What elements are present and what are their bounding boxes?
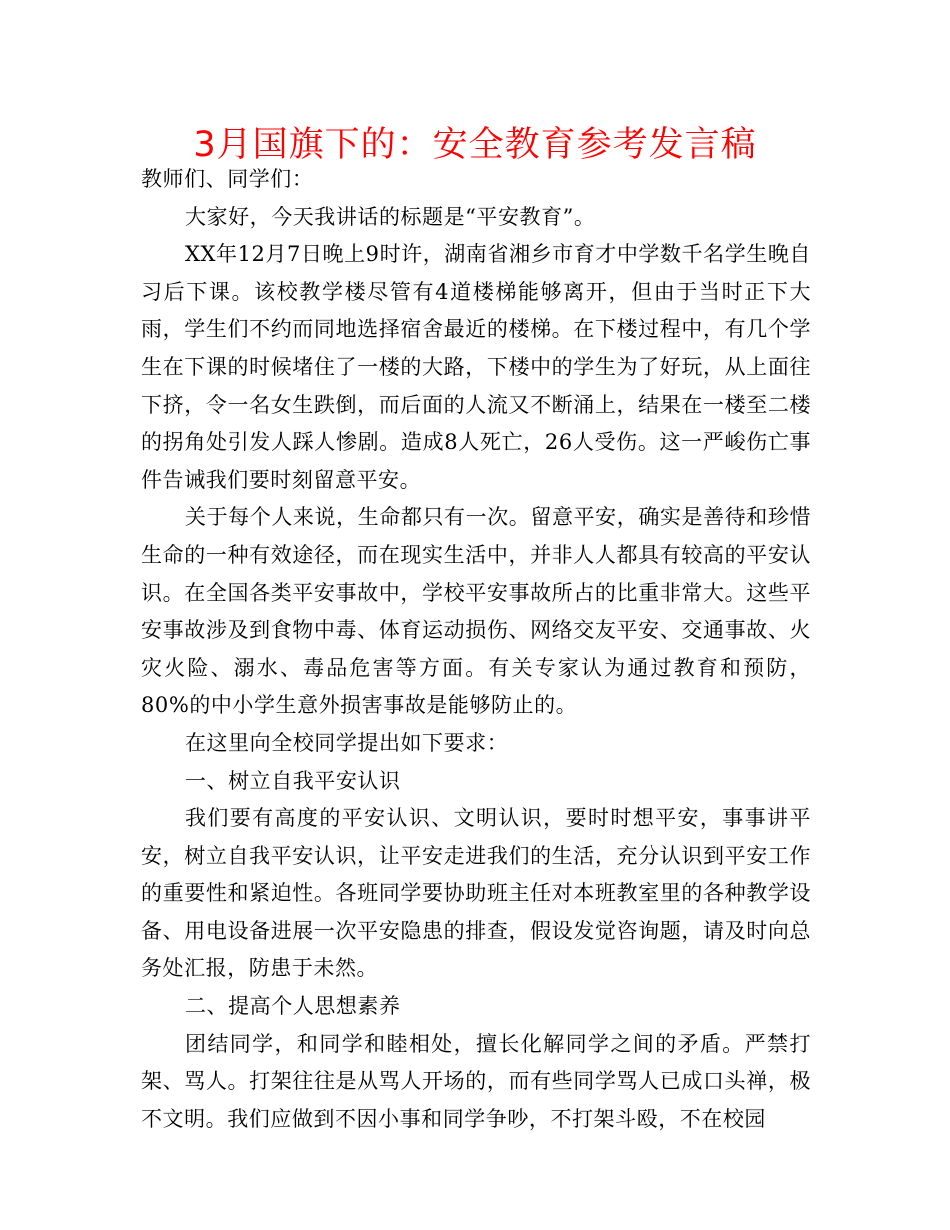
document-body <box>141 161 811 1138</box>
document-title: 3月国旗下的：安全教育参考发言稿 <box>193 125 757 165</box>
salutation: 教师们、同学们： <box>141 167 314 191</box>
section-heading-2: 二、提高个人思想素养 <box>185 994 401 1019</box>
paragraph-requirements-intro: 在这里向全校同学提出如下要求： <box>185 730 509 755</box>
paragraph-importance: 关于每个人来说，生命都只有一次。留意平安，确实是善待和珍惜生命的一种有效途径，而在现实生活中，并非人人都具有较高的平安认识。在全国各类平安事故中，学校平安事故所占的比重非常大。这些平安事故涉及到食物中毒、体育运动损伤、网络交友平安、交通事故、火灾火险、溺水、毒品危害等方面。有关专家认为通过教育和预防，80%的中小学生意外损害事故是能够防止的。 <box>141 505 811 718</box>
paragraph-incident: XX年12月7日晚上9时许，湖南省湘乡市育才中学数千名学生晚自习后下课。该校教学楼尽管有4道楼梯能够离开，但由于当时正下大雨，学生们不约而同地选择宿舍最近的楼梯。在下楼过程中，有几个学生在下课的时候堵住了一楼的大路，下楼中的学生为了好玩，从上面往下挤，令一名女生跌倒，而后面的人流又不断涌上，结果在一楼至二楼的拐角处引发人踩人惨剧。造成8人死亡，26人受伤。这一严峻伤亡事件告诫我们要时刻留意平安。 <box>141 242 811 492</box>
paragraph-greeting: 大家好，今天我讲话的标题是“平安教育”。 <box>185 204 596 229</box>
paragraph-section-1: 我们要有高度的平安认识、文明认识，要时时想平安，事事讲平安，树立自我平安认识，让平安走进我们的生活，充分认识到平安工作的重要性和紧迫性。各班同学要协助班主任对本班教室里的各种教学设备、用电设备进展一次平安隐患的排查，假设发觉咨询题，请及时向总务处汇报，防患于未然。 <box>141 806 811 981</box>
section-heading-1: 一、树立自我平安认识 <box>185 768 401 793</box>
paragraph-section-2: 团结同学，和同学和睦相处，擅长化解同学之间的矛盾。严禁打架、骂人。打架往往是从骂人开场的，而有些同学骂人已成口头禅，极不文明。我们应做到不因小事和同学争吵，不打架斗殴，不在校园 <box>141 1031 811 1131</box>
